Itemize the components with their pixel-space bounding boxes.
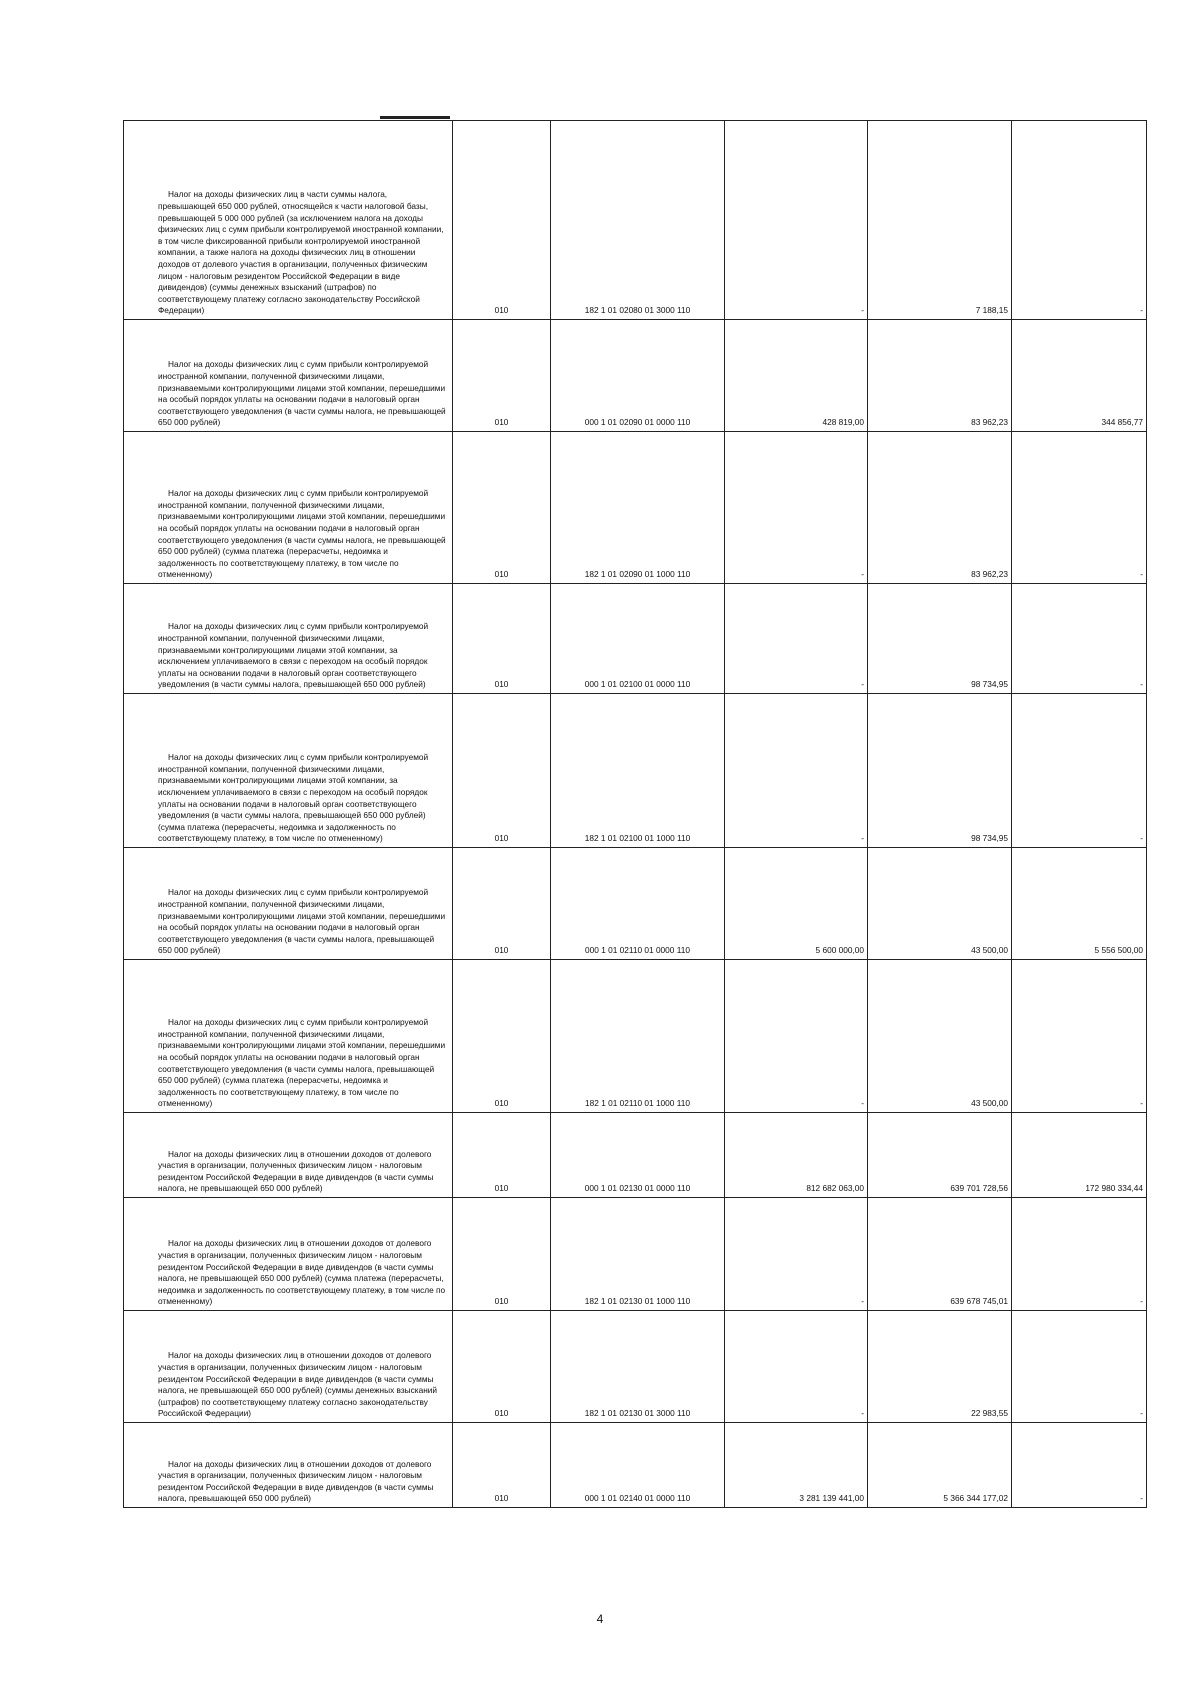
approved-cell: 3 281 139 441,00 [725,1423,868,1508]
line-code-cell: 010 [453,1423,551,1508]
budget-code-cell: 182 1 01 02130 01 3000 110 [551,1311,725,1423]
executed-cell: 83 962,23 [868,320,1012,432]
budget-code-cell: 000 1 01 02100 01 0000 110 [551,584,725,694]
table-row [124,960,1147,1113]
line-code-cell: 010 [453,1113,551,1198]
top-rule [380,116,450,119]
unexecuted-cell: - [1012,694,1147,848]
budget-code-cell: 182 1 01 02110 01 1000 110 [551,960,725,1113]
table-row [124,121,1147,320]
row-name-cell [124,1113,453,1198]
row-name-cell [124,960,453,1113]
table-row [124,1113,1147,1198]
unexecuted-cell: - [1012,1311,1147,1423]
budget-code-cell: 182 1 01 02090 01 1000 110 [551,432,725,584]
row-name-cell [124,1423,453,1508]
approved-cell: - [725,121,868,320]
row-name: Налог на доходы физических лиц в отношении доходов от долевого участия в организации, полученных физическим лицом - налоговым резидентом Российской Федерации в виде дивидендов (в части суммы налога, не превышающей 650 000 рублей) (сумма платежа (перерасчеты, недоимка и задолженность по соответствующему платежу, в том числе по отмененному) [158,1238,446,1307]
row-name: Налог на доходы физических лиц с сумм прибыли контролируемой иностранной компании, полученной физическими лицами, признаваемыми контролирующими лицами этой компании, перешедшими на особый порядок уплаты на основании подачи в налоговый орган соответствующего уведомления (в части суммы налога, превышающей 650 000 рублей) [158,887,446,956]
line-code-cell: 010 [453,848,551,960]
line-code-cell: 010 [453,960,551,1113]
row-name: Налог на доходы физических лиц в части суммы налога, превышающей 650 000 рублей, относящейся к части налоговой базы, превышающей 5 000 000 рублей (за исключением налога на доходы физических лиц с сумм прибыли контролируемой иностранной компании, в том числе фиксированной прибыли контролируемой иностранной компании, а также налога на доходы физических лиц в отношении доходов от долевого участия в организации, полученных физическим лицом - налоговым резидентом Российской Федерации в виде дивидендов) (суммы денежных взысканий (штрафов) по соответствующему платежу согласно законодательству Российской Федерации) [158,189,444,316]
row-name: Налог на доходы физических лиц с сумм прибыли контролируемой иностранной компании, полученной физическими лицами, признаваемыми контролирующими лицами этой компании, за исключением уплачиваемого в связи с переходом на особый порядок уплаты на основании подачи в налоговый орган соответствующего уведомления (в части суммы налога, превышающей 650 000 рублей) [158,621,429,690]
executed-cell: 98 734,95 [868,584,1012,694]
table-body [124,121,1147,1508]
row-name: Налог на доходы физических лиц в отношении доходов от долевого участия в организации, полученных физическим лицом - налоговым резидентом Российской Федерации в виде дивидендов (в части суммы налога, не превышающей 650 000 рублей) (суммы денежных взысканий (штрафов) по соответствующему платежу согласно законодательству Российской Федерации) [158,1350,438,1419]
line-code-cell: 010 [453,1311,551,1423]
row-name: Налог на доходы физических лиц с сумм прибыли контролируемой иностранной компании, полученной физическими лицами, признаваемыми контролирующими лицами этой компании, перешедшими на особый порядок уплаты на основании подачи в налоговый орган соответствующего уведомления (в части суммы налога, не превышающей 650 000 рублей) [158,359,446,428]
unexecuted-cell: - [1012,1423,1147,1508]
line-code-cell: 010 [453,1198,551,1311]
revenue-table [123,120,1147,1508]
row-name-cell [124,1311,453,1423]
executed-cell: 7 188,15 [868,121,1012,320]
approved-cell: - [725,694,868,848]
budget-code-cell: 182 1 01 02080 01 3000 110 [551,121,725,320]
budget-code-cell: 000 1 01 02130 01 0000 110 [551,1113,725,1198]
approved-cell: 812 682 063,00 [725,1113,868,1198]
executed-cell: 22 983,55 [868,1311,1012,1423]
table-row [124,1423,1147,1508]
row-name: Налог на доходы физических лиц с сумм прибыли контролируемой иностранной компании, полученной физическими лицами, признаваемыми контролирующими лицами этой компании, за исключением уплачиваемого в связи с переходом на особый порядок уплаты на основании подачи в налоговый орган соответствующего уведомления (в части суммы налога, превышающей 650 000 рублей) (сумма платежа (перерасчеты, недоимка и задолженность по соответствующему платежу, в том числе по отмененному) [158,752,429,844]
unexecuted-cell: 5 556 500,00 [1012,848,1147,960]
unexecuted-cell: - [1012,960,1147,1113]
row-name: Налог на доходы физических лиц в отношении доходов от долевого участия в организации, полученных физическим лицом - налоговым резидентом Российской Федерации в виде дивидендов (в части суммы налога, не превышающей 650 000 рублей) [158,1148,434,1194]
line-code-cell: 010 [453,320,551,432]
table-row [124,320,1147,432]
table-row [124,1198,1147,1311]
approved-cell: - [725,1198,868,1311]
executed-cell: 5 366 344 177,02 [868,1423,1012,1508]
table-row [124,1311,1147,1423]
table-row [124,432,1147,584]
unexecuted-cell: 344 856,77 [1012,320,1147,432]
budget-code-cell: 182 1 01 02130 01 1000 110 [551,1198,725,1311]
approved-cell: - [725,584,868,694]
executed-cell: 43 500,00 [868,960,1012,1113]
table-row [124,848,1147,960]
row-name: Налог на доходы физических лиц с сумм прибыли контролируемой иностранной компании, полученной физическими лицами, признаваемыми контролирующими лицами этой компании, перешедшими на особый порядок уплаты на основании подачи в налоговый орган соответствующего уведомления (в части суммы налога, не превышающей 650 000 рублей) (сумма платежа (перерасчеты, недоимка и задолженность по соответствующему платежу, в том числе по отмененному) [158,488,446,580]
budget-code-cell: 000 1 01 02090 01 0000 110 [551,320,725,432]
row-name: Налог на доходы физических лиц с сумм прибыли контролируемой иностранной компании, полученной физическими лицами, признаваемыми контролирующими лицами этой компании, перешедшими на особый порядок уплаты на основании подачи в налоговый орган соответствующего уведомления (в части суммы налога, превышающей 650 000 рублей) (сумма платежа (перерасчеты, недоимка и задолженность по соответствующему платежу, в том числе по отмененному) [158,1017,446,1109]
row-name-cell [124,848,453,960]
unexecuted-cell: - [1012,432,1147,584]
unexecuted-cell: - [1012,1198,1147,1311]
row-name-cell [124,1198,453,1311]
executed-cell: 639 678 745,01 [868,1198,1012,1311]
line-code-cell: 010 [453,694,551,848]
executed-cell: 98 734,95 [868,694,1012,848]
approved-cell: - [725,1311,868,1423]
unexecuted-cell: - [1012,121,1147,320]
budget-code-cell: 000 1 01 02140 01 0000 110 [551,1423,725,1508]
row-name: Налог на доходы физических лиц в отношении доходов от долевого участия в организации, полученных физическим лицом - налоговым резидентом Российской Федерации в виде дивидендов (в части суммы налога, превышающей 650 000 рублей) [158,1458,434,1504]
approved-cell: 428 819,00 [725,320,868,432]
line-code-cell: 010 [453,432,551,584]
budget-code-cell: 182 1 01 02100 01 1000 110 [551,694,725,848]
executed-cell: 43 500,00 [868,848,1012,960]
approved-cell: 5 600 000,00 [725,848,868,960]
line-code-cell: 010 [453,121,551,320]
table-row [124,584,1147,694]
table-row [124,694,1147,848]
row-name-cell [124,121,453,320]
row-name-cell [124,432,453,584]
approved-cell: - [725,960,868,1113]
row-name-cell [124,584,453,694]
unexecuted-cell: - [1012,584,1147,694]
line-code-cell: 010 [453,584,551,694]
executed-cell: 639 701 728,56 [868,1113,1012,1198]
unexecuted-cell: 172 980 334,44 [1012,1113,1147,1198]
row-name-cell [124,320,453,432]
budget-code-cell: 000 1 01 02110 01 0000 110 [551,848,725,960]
approved-cell: - [725,432,868,584]
page-number: 4 [596,1612,604,1626]
executed-cell: 83 962,23 [868,432,1012,584]
row-name-cell [124,694,453,848]
